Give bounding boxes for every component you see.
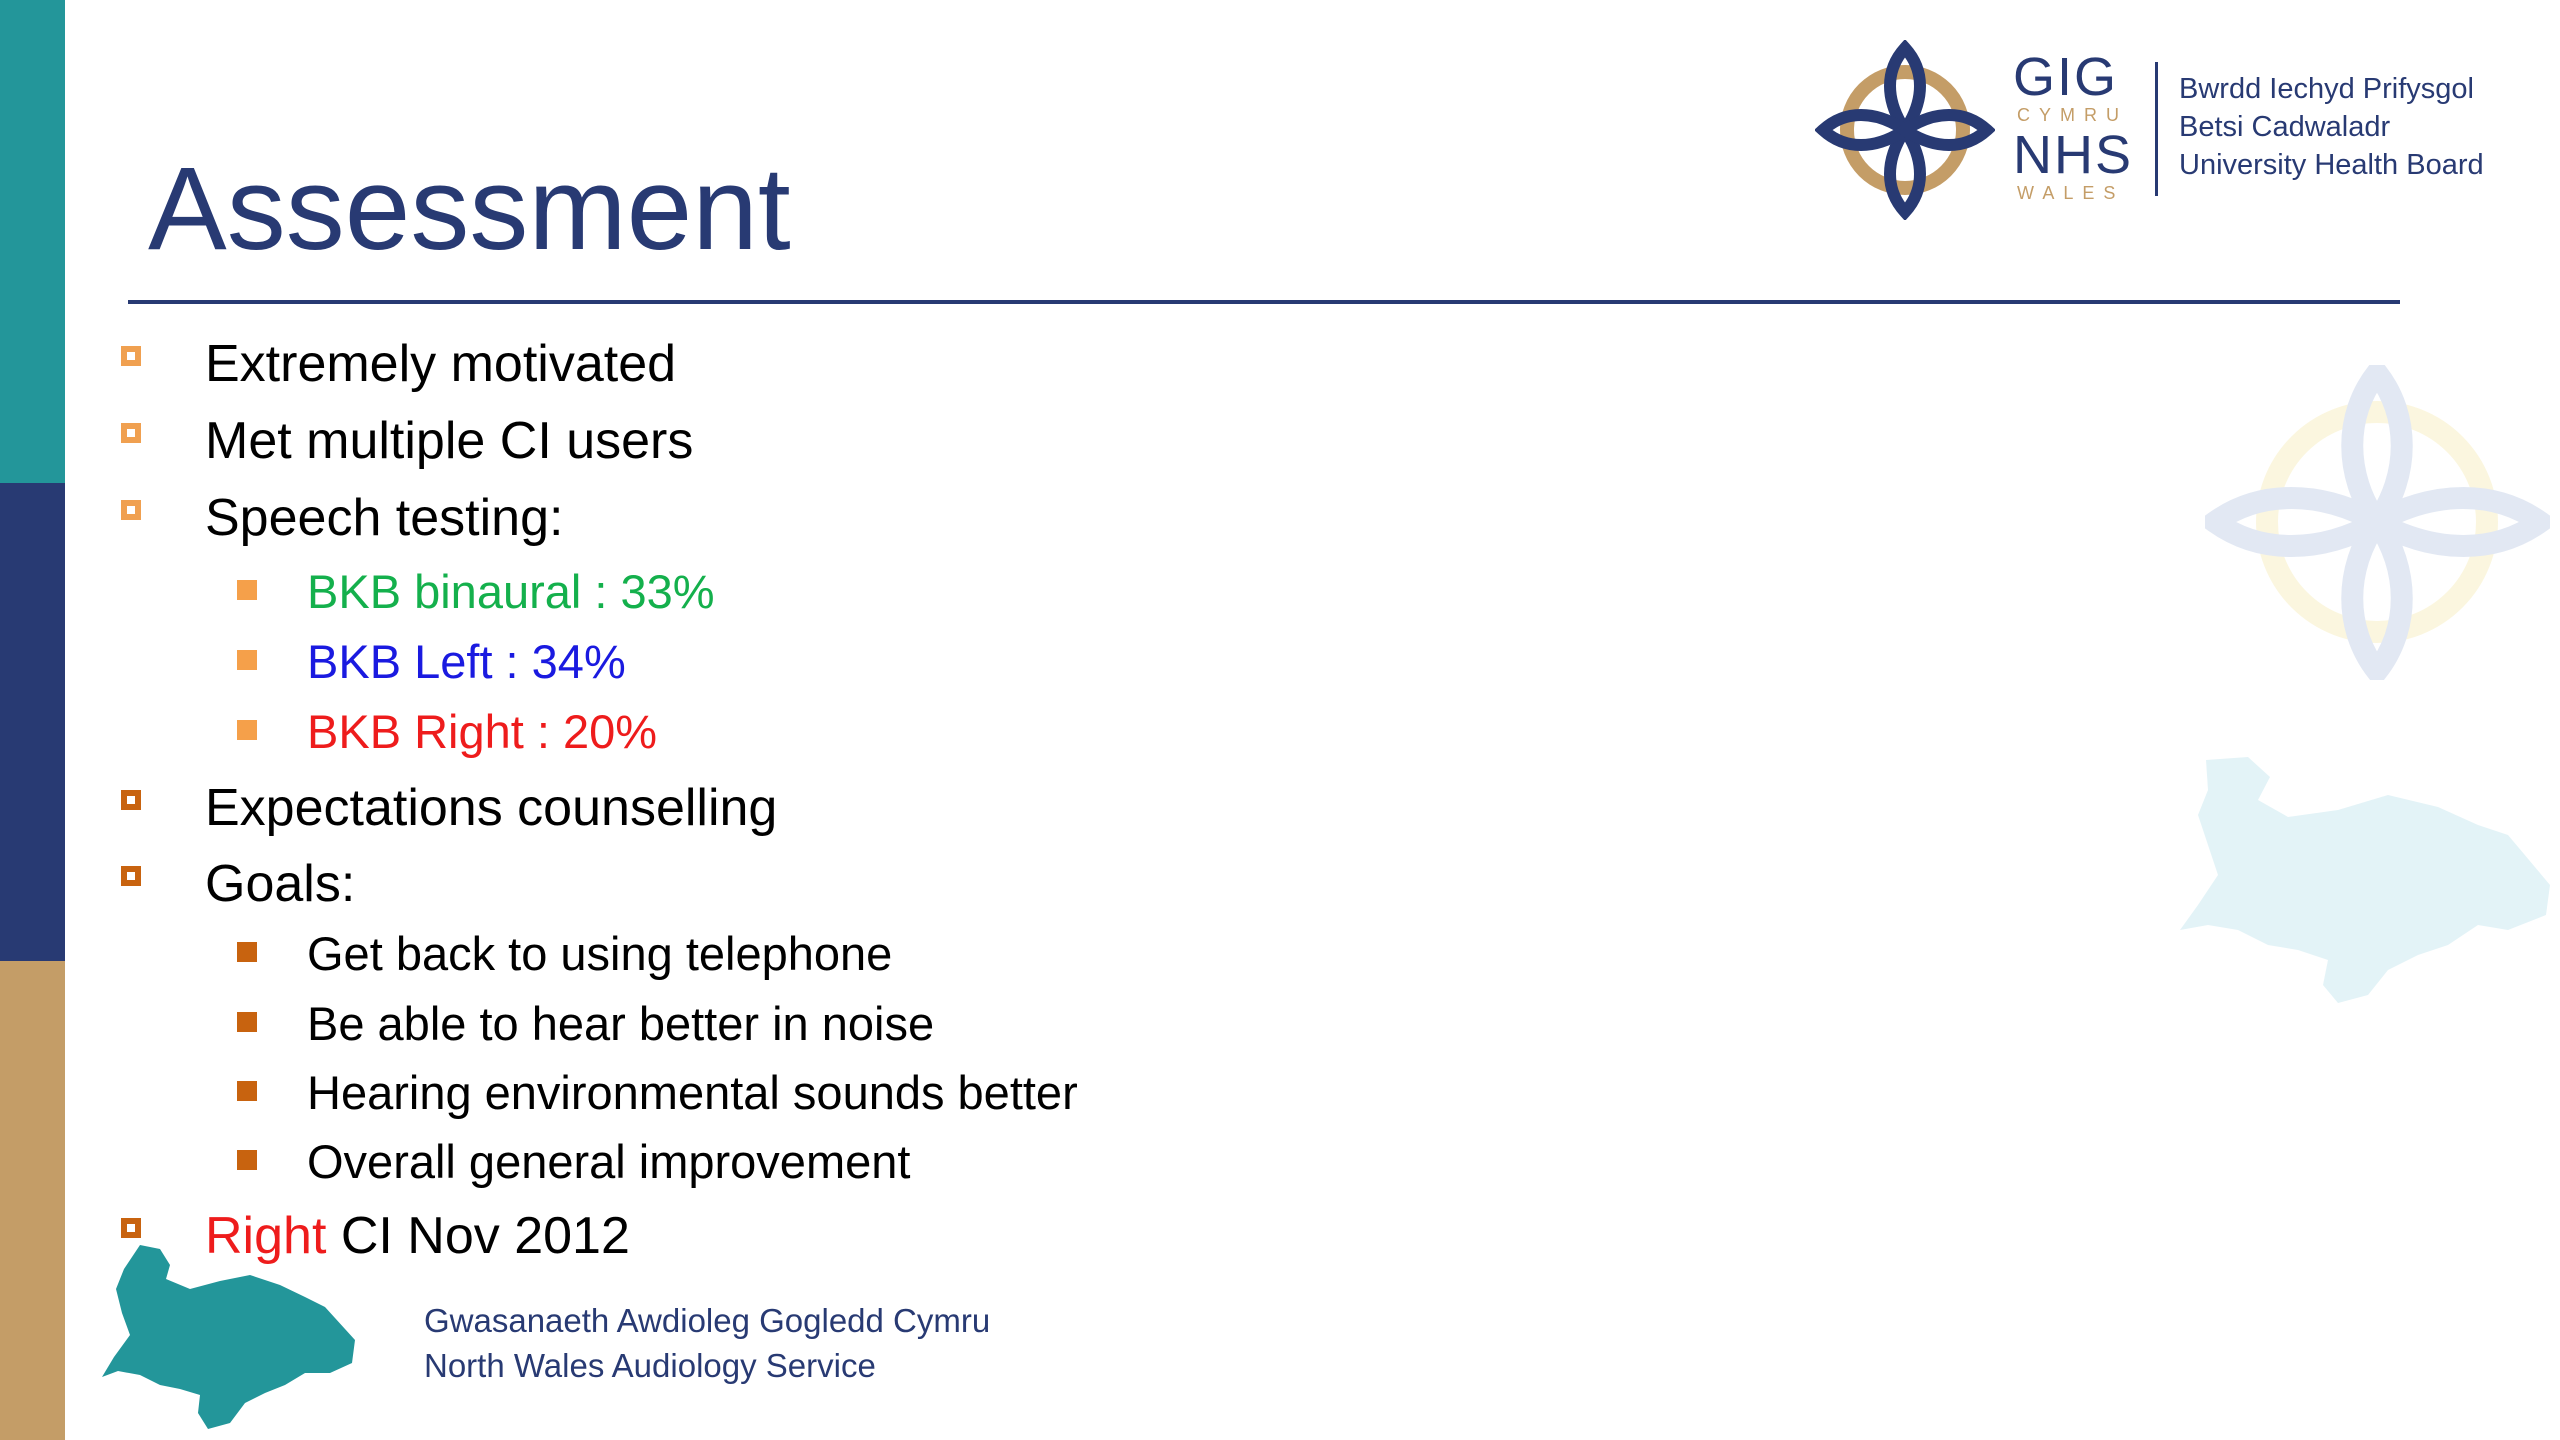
bullet-item [205, 779, 778, 837]
bullet-item [205, 855, 356, 913]
sub-bullet-text: BKB Right : 20% [307, 705, 658, 758]
side-band-navy [0, 483, 65, 961]
sub-bullet-item [307, 565, 715, 618]
sub-bullet-item [307, 927, 893, 980]
sub-bullet-item [307, 705, 658, 758]
footer-line-welsh: Gwasanaeth Awdioleg Gogledd Cymru [424, 1302, 991, 1339]
celtic-knot-watermark-icon [2205, 365, 2550, 680]
logo-cymru: CYMRU [2017, 105, 2128, 125]
filled-square-bullet-icon [237, 1081, 257, 1101]
bullet-text: CI Nov 2012 [326, 1207, 630, 1265]
board-line-1: Bwrdd Iechyd Prifysgol [2179, 73, 2474, 105]
bullet-text: Extremely motivated [205, 335, 677, 393]
hollow-square-bullet-icon [121, 500, 141, 520]
slide-title: Assessment [148, 143, 791, 275]
sub-bullet-item [307, 997, 935, 1050]
sub-bullet-text: Overall general improvement [307, 1135, 911, 1188]
logo-nhs: NHS [2013, 125, 2134, 185]
board-line-3: University Health Board [2179, 149, 2484, 181]
filled-square-bullet-icon [237, 942, 257, 962]
north-wales-map-watermark-icon [2178, 755, 2558, 1005]
sub-bullet-text: BKB Left : 34% [307, 635, 626, 688]
filled-square-bullet-icon [237, 650, 257, 670]
north-wales-map-icon [100, 1245, 380, 1430]
bullet-text: Met multiple CI users [205, 412, 694, 470]
logo-board-name [2179, 70, 2484, 184]
logo-divider [2155, 62, 2158, 196]
filled-square-bullet-icon [237, 580, 257, 600]
sub-bullet-item [307, 635, 626, 688]
filled-square-bullet-icon [237, 1012, 257, 1032]
bullet-highlight-text: Right [205, 1207, 327, 1265]
filled-square-bullet-icon [237, 1150, 257, 1170]
hollow-square-bullet-icon [121, 1218, 141, 1238]
footer-line-english: North Wales Audiology Service [424, 1347, 876, 1384]
hollow-square-bullet-icon [121, 866, 141, 886]
footer-service-name [424, 1298, 990, 1388]
hollow-square-bullet-icon [121, 790, 141, 810]
bullet-text: Speech testing: [205, 489, 564, 547]
sub-bullet-text: Get back to using telephone [307, 927, 893, 980]
sub-bullet-item [307, 1066, 1078, 1119]
sub-bullet-text: Be able to hear better in noise [307, 997, 935, 1050]
hollow-square-bullet-icon [121, 346, 141, 366]
nhs-logo [1815, 40, 2535, 220]
sub-bullet-text: BKB binaural : 33% [307, 565, 715, 618]
title-underline [128, 300, 2400, 304]
side-band-tan [0, 961, 65, 1440]
bullet-item [205, 412, 694, 470]
logo-wales: WALES [2017, 183, 2125, 203]
bullet-item [205, 489, 564, 547]
celtic-knot-icon [1815, 40, 1995, 220]
logo-gig: GIG [2013, 47, 2119, 107]
side-band-teal [0, 0, 65, 483]
bullet-item [205, 335, 677, 393]
bullet-text: Goals: [205, 855, 356, 913]
filled-square-bullet-icon [237, 720, 257, 740]
board-line-2: Betsi Cadwaladr [2179, 111, 2391, 143]
sub-bullet-text: Hearing environmental sounds better [307, 1066, 1078, 1119]
sub-bullet-item [307, 1135, 911, 1188]
hollow-square-bullet-icon [121, 423, 141, 443]
bullet-text: Expectations counselling [205, 779, 778, 837]
